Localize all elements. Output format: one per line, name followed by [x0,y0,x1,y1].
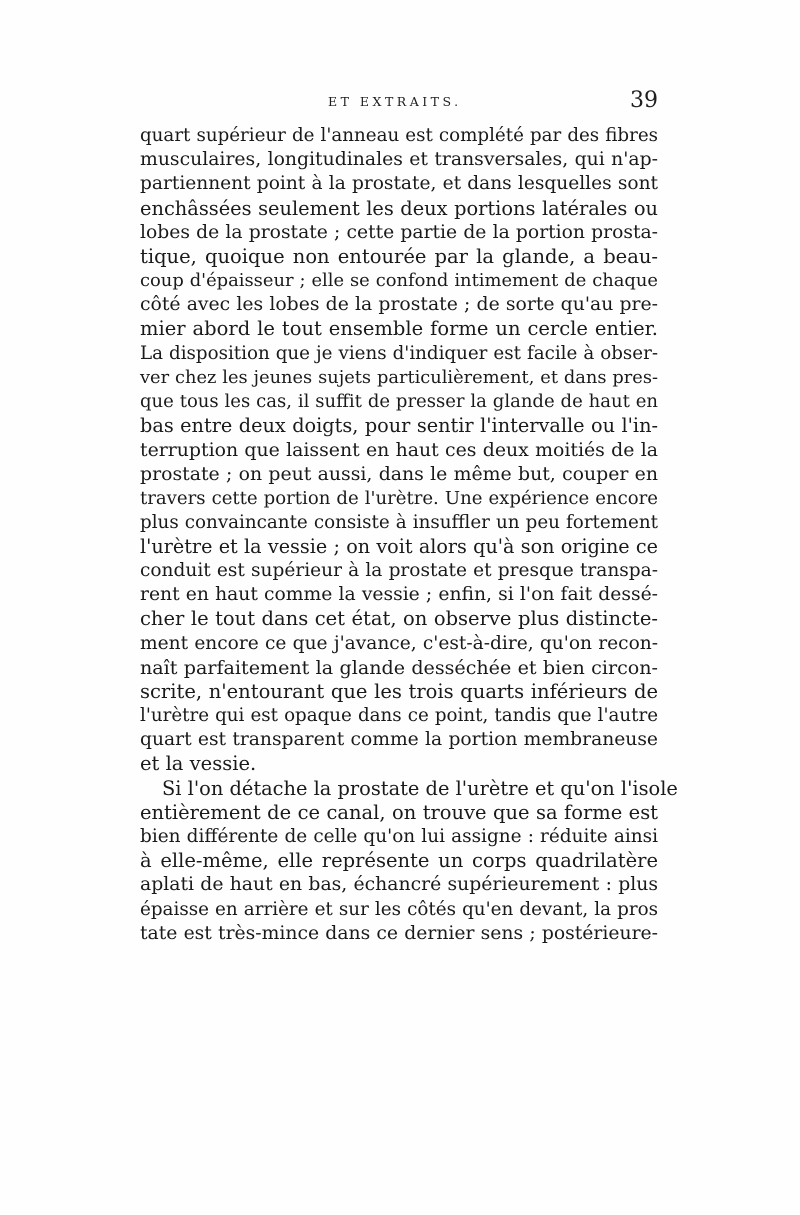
text-line: scrite, n'entourant que les trois quarts inférieurs de [140,679,658,703]
text-line: naît parfaitement la glande desséchée et bien circon- [140,655,658,679]
text-line: l'urètre qui est opaque dans ce point, tandis que l'autre [140,705,658,727]
text-line: l'urètre et la vessie ; on voit alors qu'à son origine ce [140,534,658,558]
text-line: que tous les cas, il suffit de presser la glande de haut en [140,390,658,412]
body-text [140,124,678,946]
text-line: à elle-même, elle représente un corps quadrilatère [140,849,658,873]
text-line: bas entre deux doigts, pour sentir l'intervalle ou l'in- [140,414,658,438]
text-line: prostate ; on peut aussi, dans le même but, couper en [140,463,658,486]
text-line: quart supérieur de l'anneau est complété par des fibres [140,125,658,146]
text-line: côté avec les lobes de la prostate ; de sorte qu'au pre- [140,294,658,316]
text-line: conduit est supérieur à la prostate et presque transpa- [140,560,658,582]
running-head [140,90,658,120]
text-line: terruption que laissent en haut ces deux moitiés de la [140,439,658,462]
text-line: Si l'on détache la prostate de l'urètre et qu'on l'isole [162,776,678,800]
text-line: mier abord le tout ensemble forme un cercle entier. [140,317,658,341]
text-line: tate est très-mince dans ce dernier sens ; postérieure- [140,922,658,944]
text-line: musculaires, longitudinales et transversales, qui n'ap- [140,149,658,171]
text-line: tique, quoique non entourée par la glande, a beau- [140,244,658,268]
text-line: coup d'épaisseur ; elle se confond intimement de chaque [140,270,658,292]
text-line: enchâssées seulement les deux portions latérales ou [140,196,658,220]
text-line: ment encore ce que j'avance, c'est-à-dire, qu'on recon- [140,632,658,654]
page-number: 39 [630,88,658,113]
text-line: ver chez les jeunes sujets particulièrement, et dans pres- [140,366,658,388]
text-line: aplati de haut en bas, échancré supérieurement : plus [140,874,658,896]
text-line: et la vessie. [140,752,257,776]
text-line: bien différente de celle qu'on lui assigne : réduite ainsi [140,825,658,847]
text-line: rent en haut comme la vessie ; enfin, si l'on fait dessé- [140,584,658,606]
text-line: plus convaincante consiste à insuffler un peu fortement [140,511,658,533]
text-line: lobes de la prostate ; cette partie de la portion prosta- [140,221,658,243]
text-line: quart est transparent comme la portion membraneuse [140,729,658,751]
text-line: partiennent point à la prostate, et dans lesquelles sont [140,173,658,195]
running-title: ET EXTRAITS. [328,94,462,109]
text-line: La disposition que je viens d'indiquer est facile à obser- [140,342,658,364]
text-line: entièrement de ce canal, on trouve que sa forme est [140,800,658,824]
text-line: épaisse en arrière et sur les côtés qu'en devant, la pros [140,898,658,920]
text-line: cher le tout dans cet état, on observe plus distincte- [140,607,658,631]
text-line: travers cette portion de l'urètre. Une expérience encore [140,487,658,509]
